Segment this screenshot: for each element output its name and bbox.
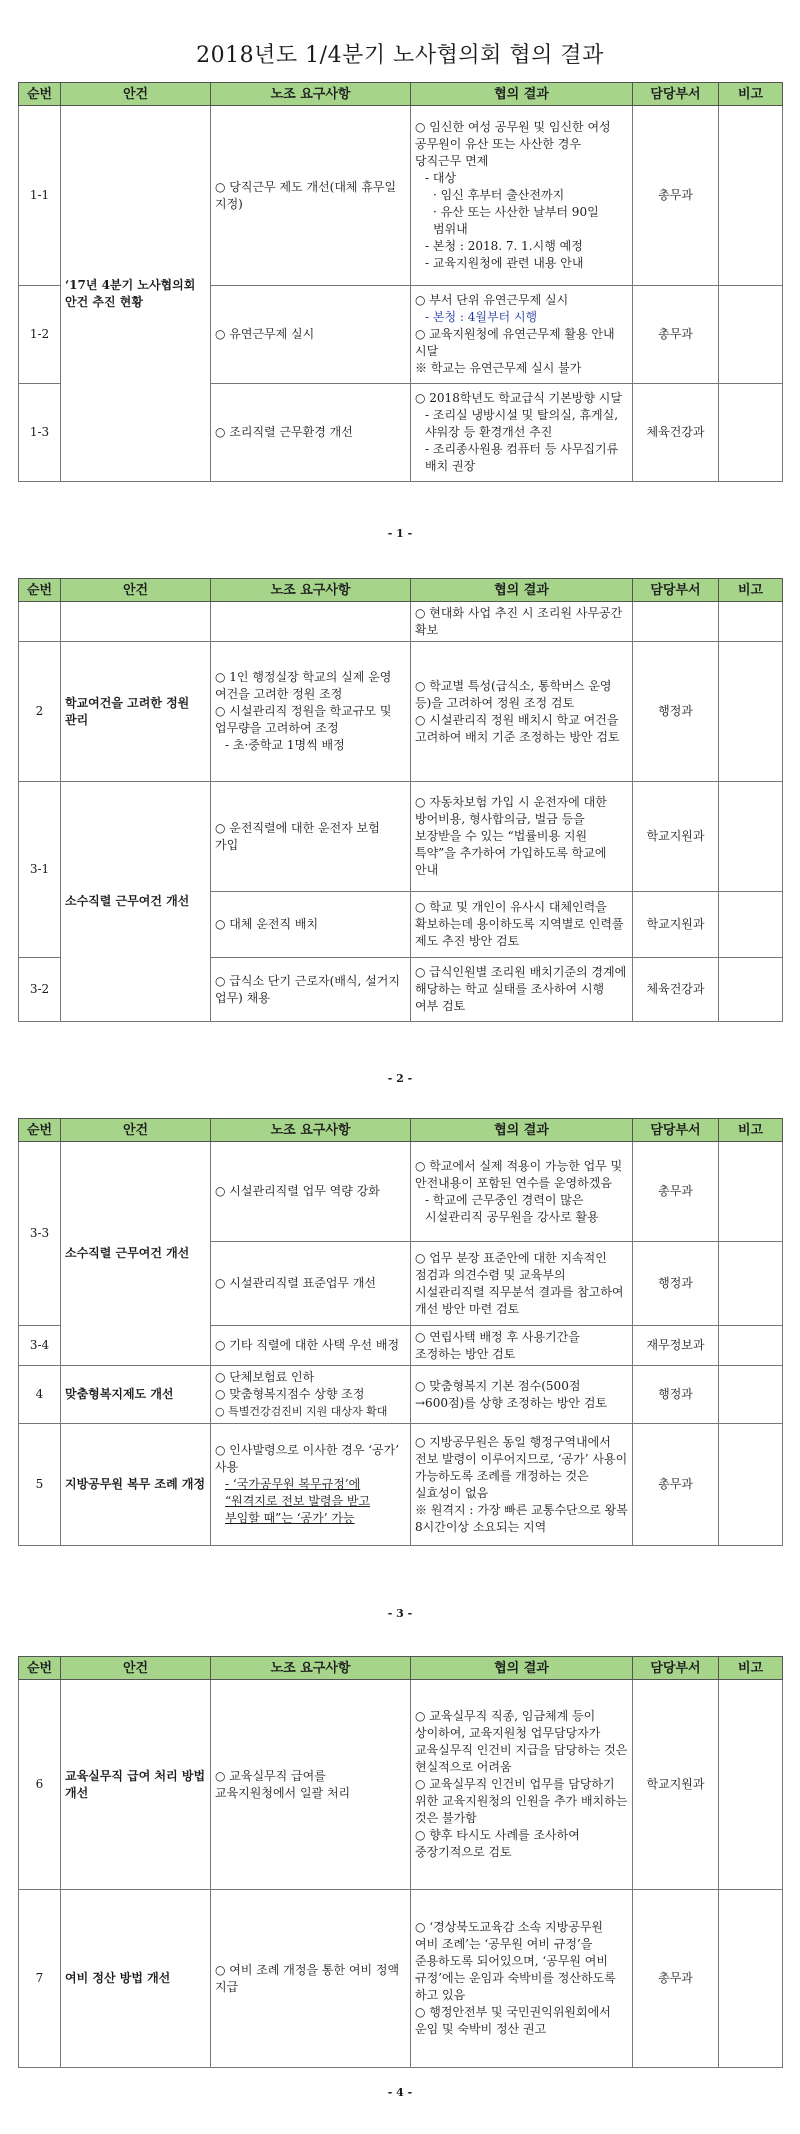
header-request: 노조 요구사항 bbox=[211, 1119, 411, 1142]
row-number: 1-3 bbox=[19, 384, 61, 482]
agenda-table-page-3 bbox=[18, 1118, 783, 1546]
header-request: 노조 요구사항 bbox=[211, 579, 411, 602]
note-cell bbox=[719, 892, 783, 958]
table-row bbox=[19, 1680, 783, 1890]
result-line: ○ 급식인원별 조리원 배치기준의 경계에 해당하는 학교 실태를 조사하여 시행 여부 검토 bbox=[415, 965, 627, 1013]
request-cell bbox=[211, 1366, 411, 1424]
result-line: - 본청 : 2018. 7. 1.시행 예정 bbox=[425, 239, 583, 253]
header-dept: 담당부서 bbox=[633, 83, 719, 106]
row-number: 1-2 bbox=[19, 286, 61, 384]
result-line: - 조리실 냉방시설 및 탈의실, 휴게실, 샤워장 등 환경개선 추진 bbox=[425, 408, 619, 439]
header-agenda: 안건 bbox=[61, 1119, 211, 1142]
row-number: 3-3 bbox=[19, 1142, 61, 1326]
table-row bbox=[19, 1366, 783, 1424]
request-cell: ○ 기타 직렬에 대한 사택 우선 배정 bbox=[211, 1326, 411, 1366]
dept-cell bbox=[633, 602, 719, 642]
agenda-table-page-1 bbox=[18, 82, 783, 482]
row-number: 7 bbox=[19, 1890, 61, 2068]
header-dept: 담당부서 bbox=[633, 579, 719, 602]
result-cell bbox=[411, 1242, 633, 1326]
table-row bbox=[19, 1890, 783, 2068]
header-note: 비고 bbox=[719, 1657, 783, 1680]
dept-cell: 체육건강과 bbox=[633, 384, 719, 482]
agenda-cell: 지방공무원 복무 조례 개정 bbox=[61, 1424, 211, 1546]
header-dept: 담당부서 bbox=[633, 1119, 719, 1142]
result-line: · 임신 후부터 출산전까지 bbox=[433, 188, 565, 202]
request-cell: ○ 교육실무직 급여를 교육지원청에서 일괄 처리 bbox=[211, 1680, 411, 1890]
result-line: ○ ‘경상북도교육감 소속 지방공무원 여비 조례’는 ‘공무원 여비 규정’을 준용하도록 되어있으며, ‘공무원 여비 규정’에는 운임과 숙박비를 정산하도록 하고 있음 bbox=[415, 1920, 616, 2002]
table-row bbox=[19, 106, 783, 286]
result-line: ○ 부서 단위 유연근무제 실시 bbox=[415, 293, 569, 307]
request-line: ○ 1인 행정실장 학교의 실제 운영 여건을 고려한 정원 조정 bbox=[215, 670, 392, 701]
header-agenda: 안건 bbox=[61, 83, 211, 106]
dept-cell: 행정과 bbox=[633, 1366, 719, 1424]
note-cell bbox=[719, 1242, 783, 1326]
request-cell: ○ 시설관리직렬 표준업무 개선 bbox=[211, 1242, 411, 1326]
header-result: 협의 결과 bbox=[411, 1119, 633, 1142]
agenda-cell: 여비 정산 방법 개선 bbox=[61, 1890, 211, 2068]
note-cell bbox=[719, 1424, 783, 1546]
result-line: - 조리종사원용 컴퓨터 등 사무집기류 배치 권장 bbox=[425, 442, 619, 473]
result-cell bbox=[411, 892, 633, 958]
request-cell: ○ 당직근무 제도 개선(대체 휴무일 지정) bbox=[211, 106, 411, 286]
result-cell bbox=[411, 1366, 633, 1424]
request-cell: ○ 조리직렬 근무환경 개선 bbox=[211, 384, 411, 482]
row-number: 5 bbox=[19, 1424, 61, 1546]
request-line: ○ 특별건강검진비 지원 대상자 확대 bbox=[215, 1405, 388, 1418]
request-cell bbox=[211, 1424, 411, 1546]
note-cell bbox=[719, 384, 783, 482]
dept-cell: 학교지원과 bbox=[633, 892, 719, 958]
result-line: ○ 업무 분장 표준안에 대한 지속적인 점검과 의견수렴 및 교육부의 시설관리직렬 직무분석 결과를 참고하여 개선 방안 마련 검토 bbox=[415, 1250, 624, 1316]
result-line: ○ 향후 타시도 사례를 조사하여 중장기적으로 검토 bbox=[415, 1828, 580, 1859]
table-row bbox=[19, 782, 783, 892]
row-number: 1-1 bbox=[19, 106, 61, 286]
note-cell bbox=[719, 1366, 783, 1424]
result-line: ○ 학교에서 실제 적용이 가능한 업무 및 안전내용이 포함된 연수를 운영하겠음 bbox=[415, 1158, 623, 1190]
result-line: ○ 자동차보험 가입 시 운전자에 대한 방어비용, 형사합의금, 벌금 등을 보장받을 수 있는 “법률비용 지원 특약”을 추가하여 가입하도록 학교에 안내 bbox=[415, 795, 607, 877]
header-result: 협의 결과 bbox=[411, 83, 633, 106]
header-note: 비고 bbox=[719, 83, 783, 106]
result-cell bbox=[411, 602, 633, 642]
dept-cell: 체육건강과 bbox=[633, 958, 719, 1022]
result-line: ○ 지방공무원은 동일 행정구역내에서 전보 발령이 이루어지므로, ‘공가’ 사용이 가능하도록 조례를 개정하는 것은 실효성이 없음 bbox=[415, 1434, 628, 1500]
request-cell: ○ 급식소 단기 근로자(배식, 설거지 업무) 채용 bbox=[211, 958, 411, 1022]
header-request: 노조 요구사항 bbox=[211, 83, 411, 106]
result-cell bbox=[411, 106, 633, 286]
table-header-row bbox=[19, 1657, 783, 1680]
result-line: - 대상 bbox=[425, 171, 457, 185]
result-line: ※ 원격지 : 가장 빠른 교통수단으로 왕복 8시간이상 소요되는 지역 bbox=[415, 1502, 628, 1534]
header-dept: 담당부서 bbox=[633, 1657, 719, 1680]
header-note: 비고 bbox=[719, 579, 783, 602]
request-cell: ○ 대체 운전직 배치 bbox=[211, 892, 411, 958]
result-line: ○ 임신한 여성 공무원 및 임신한 여성 공무원이 유산 또는 사산한 경우 당직근무 면제 bbox=[415, 120, 611, 168]
result-cell bbox=[411, 1680, 633, 1890]
result-line: ○ 시설관리직 정원 배치시 학교 여건을 고려하여 배치 기준 조정하는 방안 검토 bbox=[415, 712, 620, 744]
page-number: - 4 - bbox=[387, 2086, 413, 2099]
result-cell bbox=[411, 1142, 633, 1242]
agenda-table-page-2 bbox=[18, 578, 783, 1022]
result-line: · 유산 또는 사산한 날부터 90일 범위내 bbox=[433, 205, 599, 236]
note-cell bbox=[719, 1142, 783, 1242]
result-line: ○ 행정안전부 및 국민권익위원회에서 운임 및 숙박비 정산 권고 bbox=[415, 2005, 611, 2036]
note-cell bbox=[719, 642, 783, 782]
note-cell bbox=[719, 1890, 783, 2068]
header-request: 노조 요구사항 bbox=[211, 1657, 411, 1680]
request-cell: ○ 유연근무제 실시 bbox=[211, 286, 411, 384]
agenda-cell: 소수직렬 근무여건 개선 bbox=[61, 1142, 211, 1366]
note-cell bbox=[719, 602, 783, 642]
agenda-cell: 소수직렬 근무여건 개선 bbox=[61, 782, 211, 1022]
header-no: 순번 bbox=[19, 83, 61, 106]
result-line: ○ 교육실무직 직종, 임금체계 등이 상이하여, 교육지원청 업무담당자가 교육실무직 인건비 지급을 담당하는 것은 현실적으로 어려움 bbox=[415, 1709, 628, 1774]
request-cell bbox=[211, 602, 411, 642]
dept-cell: 재무정보과 bbox=[633, 1326, 719, 1366]
row-number: 3-1 bbox=[19, 782, 61, 958]
table-row bbox=[19, 642, 783, 782]
dept-cell: 총무과 bbox=[633, 286, 719, 384]
result-cell bbox=[411, 642, 633, 782]
dept-cell: 행정과 bbox=[633, 642, 719, 782]
page-number: - 3 - bbox=[387, 1607, 413, 1620]
agenda-cell: 맞춤형복지제도 개선 bbox=[61, 1366, 211, 1424]
header-agenda: 안건 bbox=[61, 1657, 211, 1680]
result-line: - 교육지원청에 관련 내용 안내 bbox=[425, 256, 584, 270]
document-title: 2018년도 1/4분기 노사협의회 협의 결과 bbox=[196, 43, 604, 68]
table-row bbox=[19, 1424, 783, 1546]
result-cell bbox=[411, 1326, 633, 1366]
result-cell bbox=[411, 1890, 633, 2068]
agenda-cell: 학교여건을 고려한 정원 관리 bbox=[61, 642, 211, 782]
table-row bbox=[19, 602, 783, 642]
row-number: 6 bbox=[19, 1680, 61, 1890]
note-cell bbox=[719, 958, 783, 1022]
row-number: 3-4 bbox=[19, 1326, 61, 1366]
page-number: - 1 - bbox=[387, 527, 413, 540]
result-line: ○ 현대화 사업 추진 시 조리원 사무공간 확보 bbox=[415, 605, 623, 637]
request-line: - 초·중학교 1명씩 배정 bbox=[225, 738, 345, 752]
result-line: ○ 2018학년도 학교급식 기본방향 시달 bbox=[415, 391, 622, 405]
table-row bbox=[19, 1142, 783, 1242]
request-line: ○ 시설관리직 정원을 학교규모 및 업무량을 고려하여 조정 bbox=[215, 704, 392, 735]
row-number: 2 bbox=[19, 642, 61, 782]
agenda-table-page-4 bbox=[18, 1656, 783, 2068]
dept-cell: 학교지원과 bbox=[633, 782, 719, 892]
note-cell bbox=[719, 286, 783, 384]
note-cell bbox=[719, 1326, 783, 1366]
header-no: 순번 bbox=[19, 1119, 61, 1142]
row-number bbox=[19, 602, 61, 642]
request-line: ○ 단체보험료 인하 bbox=[215, 1370, 315, 1384]
result-line: - 본청 : 4월부터 시행 bbox=[425, 310, 538, 324]
result-line: ○ 맞춤형복지 기본 점수(500점→600점)를 상향 조정하는 방안 검토 bbox=[415, 1378, 608, 1410]
header-note: 비고 bbox=[719, 1119, 783, 1142]
agenda-cell bbox=[61, 602, 211, 642]
result-line: ○ 학교 및 개인이 유사시 대체인력을 확보하는데 용이하도록 지역별로 인력풀 제도 추진 방안 검토 bbox=[415, 900, 624, 948]
row-number: 4 bbox=[19, 1366, 61, 1424]
note-cell bbox=[719, 1680, 783, 1890]
header-result: 협의 결과 bbox=[411, 1657, 633, 1680]
header-result: 협의 결과 bbox=[411, 579, 633, 602]
table-header-row bbox=[19, 1119, 783, 1142]
agenda-cell: 교육실무직 급여 처리 방법 개선 bbox=[61, 1680, 211, 1890]
result-cell bbox=[411, 286, 633, 384]
request-cell: ○ 운전직렬에 대한 운전자 보험 가입 bbox=[211, 782, 411, 892]
row-number: 3-2 bbox=[19, 958, 61, 1022]
page-number: - 2 - bbox=[387, 1072, 413, 1085]
request-cell: ○ 시설관리직렬 업무 역량 강화 bbox=[211, 1142, 411, 1242]
dept-cell: 총무과 bbox=[633, 106, 719, 286]
request-cell bbox=[211, 642, 411, 782]
result-line: ○ 학교별 특성(급식소, 통학버스 운영 등)을 고려하여 정원 조정 검토 bbox=[415, 678, 612, 710]
dept-cell: 총무과 bbox=[633, 1890, 719, 2068]
result-cell bbox=[411, 958, 633, 1022]
result-cell bbox=[411, 384, 633, 482]
note-cell bbox=[719, 782, 783, 892]
header-no: 순번 bbox=[19, 1657, 61, 1680]
table-header-row bbox=[19, 83, 783, 106]
result-cell bbox=[411, 782, 633, 892]
result-line: ○ 교육지원청에 유연근무제 활용 안내 시달 bbox=[415, 327, 615, 358]
dept-cell: 학교지원과 bbox=[633, 1680, 719, 1890]
agenda-cell: ‘17년 4분기 노사협의회 안건 추진 현황 bbox=[61, 106, 211, 482]
dept-cell: 행정과 bbox=[633, 1242, 719, 1326]
dept-cell: 총무과 bbox=[633, 1142, 719, 1242]
request-line: - ‘국가공무원 복무규정’에 “원격지로 전보 발령을 받고 부임할 때”는 ‘공가’ 가능 bbox=[225, 1477, 371, 1525]
note-cell bbox=[719, 106, 783, 286]
result-cell bbox=[411, 1424, 633, 1546]
result-line: ※ 학교는 유연근무제 실시 불가 bbox=[415, 361, 582, 375]
result-line: ○ 연립사택 배정 후 사용기간을 조정하는 방안 검토 bbox=[415, 1329, 580, 1361]
header-agenda: 안건 bbox=[61, 579, 211, 602]
result-line: - 학교에 근무중인 경력이 많은 시설관리직 공무원을 강사로 활용 bbox=[425, 1192, 599, 1224]
request-line: ○ 인사발령으로 이사한 경우 ‘공가’ 사용 bbox=[215, 1443, 400, 1474]
dept-cell: 총무과 bbox=[633, 1424, 719, 1546]
request-line: ○ 맞춤형복지점수 상향 조정 bbox=[215, 1387, 365, 1401]
request-cell: ○ 여비 조례 개정을 통한 여비 정액 지급 bbox=[211, 1890, 411, 2068]
header-no: 순번 bbox=[19, 579, 61, 602]
table-header-row bbox=[19, 579, 783, 602]
result-line: ○ 교육실무직 인건비 업무를 담당하기 위한 교육지원청의 인원을 추가 배치하는 것은 불가함 bbox=[415, 1777, 628, 1825]
